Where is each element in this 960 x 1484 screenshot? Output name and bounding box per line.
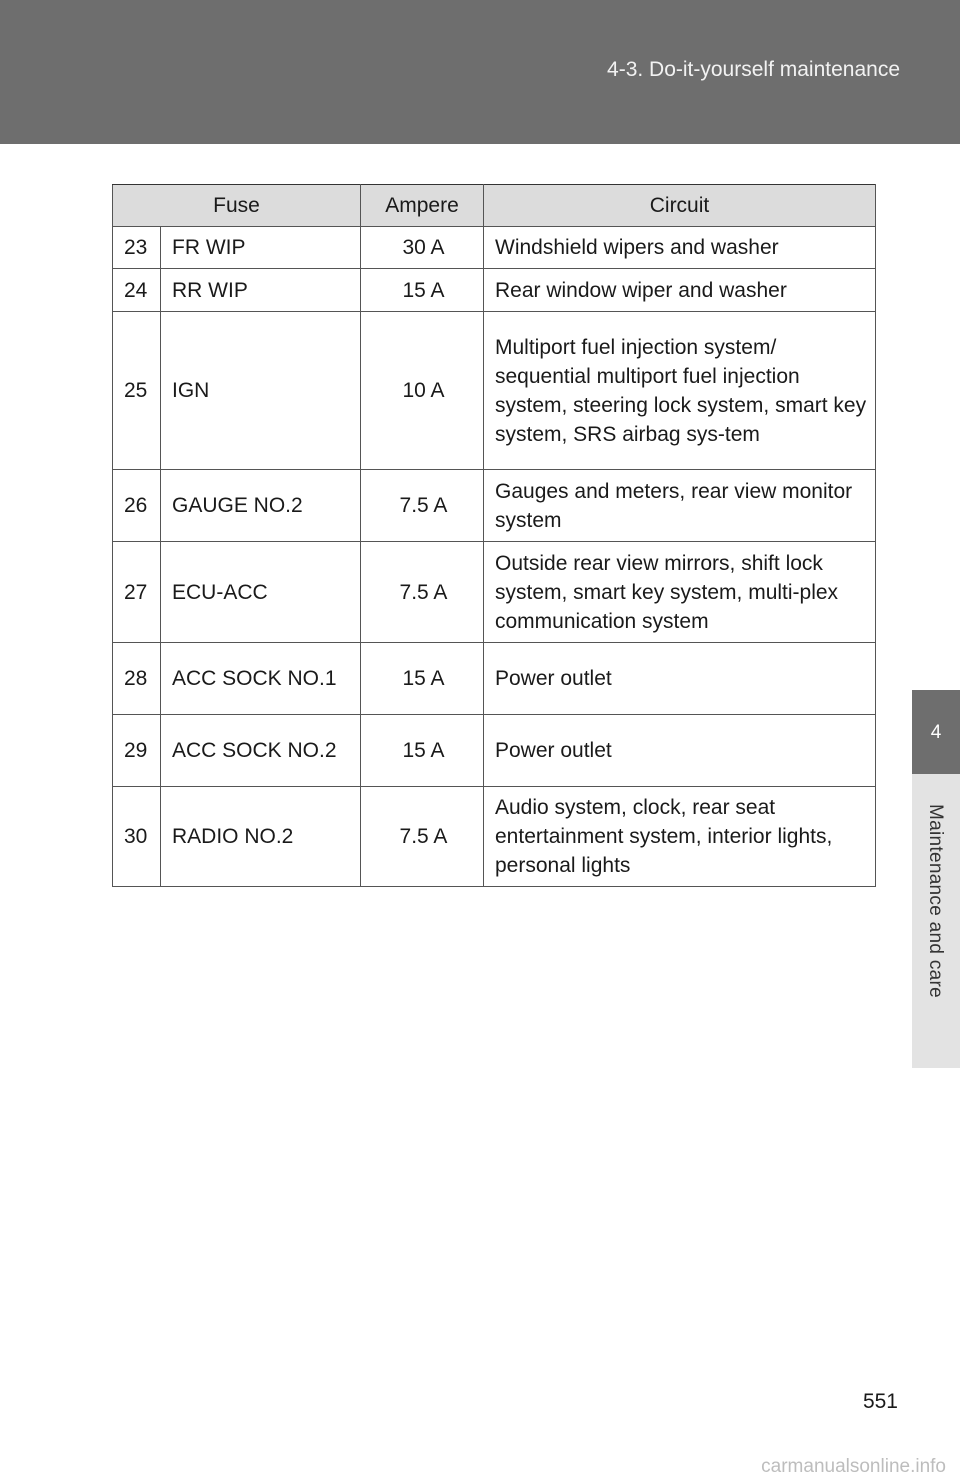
chapter-tab	[912, 690, 960, 774]
fuse-circuit: Windshield wipers and washer	[484, 227, 876, 269]
fuse-name: ACC SOCK NO.1	[161, 643, 361, 715]
table-row	[113, 787, 876, 887]
fuse-circuit: Multiport fuel injection system/ sequential multiport fuel injection system, steering lock system, smart key system, SRS airbag sys-tem	[484, 312, 876, 470]
fuse-number: 24	[113, 269, 161, 312]
fuse-number: 27	[113, 542, 161, 643]
fuse-number: 23	[113, 227, 161, 269]
fuse-ampere: 7.5 A	[361, 542, 484, 643]
fuse-name: ACC SOCK NO.2	[161, 715, 361, 787]
header-fuse: Fuse	[113, 185, 361, 227]
fuse-ampere: 10 A	[361, 312, 484, 470]
fuse-ampere: 15 A	[361, 269, 484, 312]
fuse-number: 29	[113, 715, 161, 787]
fuse-circuit: Power outlet	[484, 643, 876, 715]
chapter-title: Maintenance and care	[925, 804, 946, 999]
table-row	[113, 715, 876, 787]
fuse-ampere: 15 A	[361, 643, 484, 715]
fuse-circuit: Outside rear view mirrors, shift lock system, smart key system, multi-plex communication system	[484, 542, 876, 643]
page-header	[0, 0, 960, 144]
chapter-strip	[912, 774, 960, 1068]
fuse-name: ECU-ACC	[161, 542, 361, 643]
table-row	[113, 643, 876, 715]
fuse-circuit: Rear window wiper and washer	[484, 269, 876, 312]
page-number: 551	[862, 1390, 898, 1413]
table-header-row	[113, 185, 876, 227]
fuse-number: 25	[113, 312, 161, 470]
header-ampere: Ampere	[361, 185, 484, 227]
fuse-ampere: 7.5 A	[361, 470, 484, 542]
fuse-number: 26	[113, 470, 161, 542]
watermark: carmanualsonline.info	[761, 1456, 946, 1477]
fuse-name: IGN	[161, 312, 361, 470]
fuse-name: FR WIP	[161, 227, 361, 269]
fuse-name: RR WIP	[161, 269, 361, 312]
table-row	[113, 312, 876, 470]
section-title: 4-3. Do-it-yourself maintenance	[607, 58, 900, 81]
fuse-ampere: 15 A	[361, 715, 484, 787]
fuse-number: 28	[113, 643, 161, 715]
header-circuit: Circuit	[484, 185, 876, 227]
fuse-name: RADIO NO.2	[161, 787, 361, 887]
fuse-table	[112, 184, 876, 887]
fuse-ampere: 7.5 A	[361, 787, 484, 887]
chapter-number: 4	[930, 722, 942, 743]
fuse-circuit: Gauges and meters, rear view monitor system	[484, 470, 876, 542]
fuse-ampere: 30 A	[361, 227, 484, 269]
fuse-number: 30	[113, 787, 161, 887]
fuse-circuit: Power outlet	[484, 715, 876, 787]
table-row	[113, 542, 876, 643]
table-row	[113, 269, 876, 312]
table-row	[113, 470, 876, 542]
fuse-name: GAUGE NO.2	[161, 470, 361, 542]
table-row	[113, 227, 876, 269]
fuse-circuit: Audio system, clock, rear seat entertainment system, interior lights, personal lights	[484, 787, 876, 887]
